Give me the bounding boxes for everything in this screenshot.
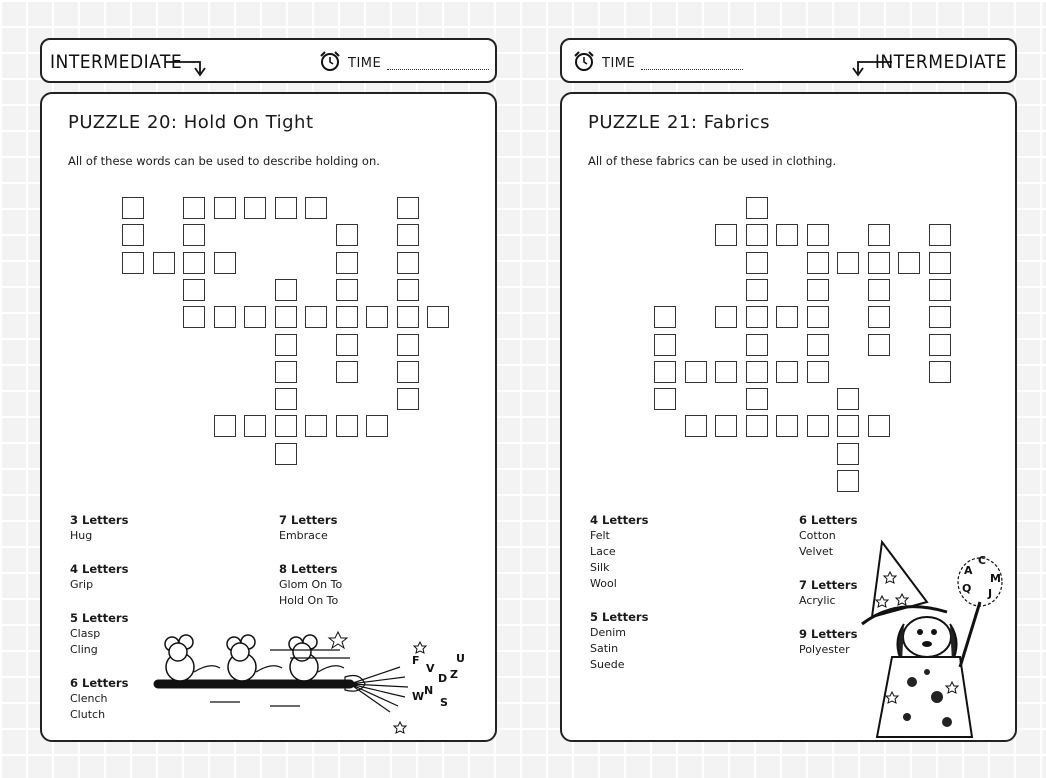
word-list-column-2 [279, 512, 342, 609]
crossword-cell[interactable] [122, 197, 144, 219]
time-entry-line[interactable] [387, 53, 489, 70]
crossword-cell[interactable] [305, 197, 327, 219]
left-puzzle-card [40, 92, 497, 742]
word-item: Grip [70, 578, 94, 591]
crossword-cell[interactable] [837, 252, 859, 274]
crossword-cell[interactable] [397, 388, 419, 410]
crossword-cell[interactable] [746, 306, 768, 328]
crossword-cell[interactable] [898, 252, 920, 274]
crossword-cell[interactable] [275, 197, 297, 219]
crossword-cell[interactable] [929, 334, 951, 356]
crossword-cell[interactable] [746, 334, 768, 356]
crossword-cell[interactable] [929, 361, 951, 383]
crossword-cell[interactable] [715, 361, 737, 383]
word-group-heading: 9 Letters [799, 627, 858, 641]
crossword-cell[interactable] [244, 415, 266, 437]
right-header-bar [560, 38, 1017, 83]
word-list-column-1 [70, 512, 128, 723]
crossword-cell[interactable] [746, 388, 768, 410]
crossword-cell[interactable] [214, 252, 236, 274]
crossword-cell[interactable] [275, 334, 297, 356]
crossword-cell[interactable] [715, 306, 737, 328]
word-item: Hold On To [279, 594, 339, 607]
puzzle-description: All of these words can be used to describe holding on. [68, 154, 380, 168]
crossword-cell[interactable] [275, 361, 297, 383]
word-list-column-2 [799, 512, 857, 658]
magic-letter: A [964, 564, 973, 577]
crossword-cell[interactable] [654, 361, 676, 383]
crossword-cell[interactable] [746, 361, 768, 383]
crossword-cell[interactable] [275, 415, 297, 437]
flying-letter: V [426, 662, 435, 675]
time-label: TIME [602, 55, 636, 71]
flying-letter: U [456, 652, 465, 665]
crossword-cell[interactable] [275, 279, 297, 301]
crossword-cell[interactable] [746, 252, 768, 274]
crossword-cell[interactable] [275, 443, 297, 465]
crossword-cell[interactable] [929, 224, 951, 246]
crossword-cell[interactable] [929, 252, 951, 274]
word-item: Lace [590, 545, 616, 558]
crossword-cell[interactable] [214, 415, 236, 437]
crossword-cell[interactable] [807, 224, 829, 246]
crossword-cell[interactable] [183, 279, 205, 301]
word-item: Clutch [70, 708, 106, 721]
flying-letter: F [412, 654, 420, 667]
word-item: Satin [590, 642, 619, 655]
word-item: Embrace [279, 529, 328, 542]
word-item: Wool [590, 577, 617, 590]
puzzle-description: All of these fabrics can be used in clothing. [588, 154, 837, 168]
crossword-cell[interactable] [654, 388, 676, 410]
time-label: TIME [348, 55, 382, 71]
crossword-cell[interactable] [837, 388, 859, 410]
alarm-clock-icon [318, 50, 342, 72]
crossword-cell[interactable] [244, 306, 266, 328]
magic-letter: Q [962, 582, 972, 595]
crossword-cell[interactable] [336, 361, 358, 383]
crossword-cell[interactable] [868, 224, 890, 246]
crossword-cell[interactable] [305, 415, 327, 437]
word-group-heading: 6 Letters [70, 676, 129, 690]
word-item: Polyester [799, 643, 850, 656]
crossword-cell[interactable] [336, 334, 358, 356]
crossword-cell[interactable] [868, 306, 890, 328]
word-item: Suede [590, 658, 625, 671]
alarm-clock-icon [572, 50, 596, 72]
crossword-cell[interactable] [275, 388, 297, 410]
flying-letter: Z [450, 668, 458, 681]
flying-letter: S [440, 696, 448, 709]
crossword-cell[interactable] [336, 306, 358, 328]
flying-letter: N [424, 684, 434, 697]
crossword-cell[interactable] [336, 415, 358, 437]
crossword-cell[interactable] [776, 224, 798, 246]
magic-letter: J [988, 587, 993, 600]
crossword-cell[interactable] [183, 224, 205, 246]
crossword-cell[interactable] [336, 224, 358, 246]
crossword-cell[interactable] [654, 334, 676, 356]
crossword-cell[interactable] [807, 279, 829, 301]
crossword-cell[interactable] [807, 361, 829, 383]
word-item: Hug [70, 529, 93, 542]
word-item: Cling [70, 643, 98, 656]
flying-letter: D [438, 672, 448, 685]
crossword-cell[interactable] [776, 415, 798, 437]
crossword-cell[interactable] [397, 197, 419, 219]
crossword-cell[interactable] [837, 443, 859, 465]
crossword-cell[interactable] [275, 306, 297, 328]
crossword-cell[interactable] [746, 224, 768, 246]
word-group-heading: 7 Letters [279, 513, 338, 527]
crossword-cell[interactable] [807, 334, 829, 356]
crossword-cell[interactable] [366, 415, 388, 437]
right-puzzle-card [560, 92, 1017, 742]
crossword-cell[interactable] [929, 306, 951, 328]
crossword-cell[interactable] [397, 252, 419, 274]
word-item: Denim [590, 626, 626, 639]
word-list-column-1 [590, 512, 648, 673]
word-item: Felt [590, 529, 610, 542]
bent-arrow-icon [164, 54, 204, 76]
crossword-cell[interactable] [122, 224, 144, 246]
puzzle-title: PUZZLE 21: Fabrics [588, 112, 771, 133]
word-group-heading: 5 Letters [590, 610, 649, 624]
word-item: Acrylic [799, 594, 836, 607]
crossword-cell[interactable] [336, 252, 358, 274]
crossword-cell[interactable] [397, 334, 419, 356]
word-group-heading: 5 Letters [70, 611, 129, 625]
magic-letter: M [990, 572, 1001, 585]
word-group-heading: 3 Letters [70, 513, 129, 527]
crossword-cell[interactable] [153, 252, 175, 274]
time-entry-line[interactable] [641, 53, 743, 70]
crossword-cell[interactable] [214, 197, 236, 219]
word-group-heading: 7 Letters [799, 578, 858, 592]
crossword-cell[interactable] [685, 415, 707, 437]
word-group-heading: 4 Letters [590, 513, 649, 527]
flying-letter: W [412, 690, 425, 703]
right-level-label: INTERMEDIATE [874, 51, 1007, 73]
crossword-cell[interactable] [807, 252, 829, 274]
word-item: Glom On To [279, 578, 343, 591]
crossword-cell[interactable] [929, 279, 951, 301]
word-group-heading: 4 Letters [70, 562, 129, 576]
puzzle-title: PUZZLE 20: Hold On Tight [68, 112, 314, 133]
word-item: Clench [70, 692, 108, 705]
crossword-cell[interactable] [427, 306, 449, 328]
word-item: Cotton [799, 529, 836, 542]
crossword-cell[interactable] [837, 470, 859, 492]
word-item: Velvet [799, 545, 834, 558]
crossword-cell[interactable] [397, 224, 419, 246]
crossword-cell[interactable] [305, 306, 327, 328]
crossword-cell[interactable] [685, 361, 707, 383]
word-group-heading: 8 Letters [279, 562, 338, 576]
crossword-cell[interactable] [746, 197, 768, 219]
wizard-dog-illustration [852, 532, 1012, 742]
crossword-cell[interactable] [837, 415, 859, 437]
crossword-cell[interactable] [214, 306, 236, 328]
crossword-cell[interactable] [746, 279, 768, 301]
crossword-cell[interactable] [868, 279, 890, 301]
crossword-cell[interactable] [183, 306, 205, 328]
crossword-cell[interactable] [397, 279, 419, 301]
left-header-bar [40, 38, 497, 83]
word-group-heading: 6 Letters [799, 513, 858, 527]
crossword-cell[interactable] [776, 306, 798, 328]
magic-letter: C [978, 554, 987, 567]
crossword-cell[interactable] [715, 224, 737, 246]
crossword-cell[interactable] [868, 334, 890, 356]
crossword-cell[interactable] [776, 361, 798, 383]
crossword-cell[interactable] [244, 197, 266, 219]
crossword-cell[interactable] [397, 306, 419, 328]
crossword-cell[interactable] [868, 415, 890, 437]
crossword-cell[interactable] [336, 279, 358, 301]
crossword-cell[interactable] [654, 306, 676, 328]
crossword-cell[interactable] [183, 252, 205, 274]
word-item: Silk [590, 561, 610, 574]
left-level-label: INTERMEDIATE [50, 51, 183, 73]
crossword-cell[interactable] [183, 197, 205, 219]
mice-broomstick-illustration [150, 622, 480, 732]
crossword-cell[interactable] [807, 306, 829, 328]
crossword-cell[interactable] [122, 252, 144, 274]
crossword-cell[interactable] [807, 415, 829, 437]
crossword-cell[interactable] [366, 306, 388, 328]
crossword-cell[interactable] [746, 415, 768, 437]
word-item: Clasp [70, 627, 101, 640]
crossword-cell[interactable] [715, 415, 737, 437]
crossword-cell[interactable] [868, 252, 890, 274]
crossword-cell[interactable] [397, 361, 419, 383]
